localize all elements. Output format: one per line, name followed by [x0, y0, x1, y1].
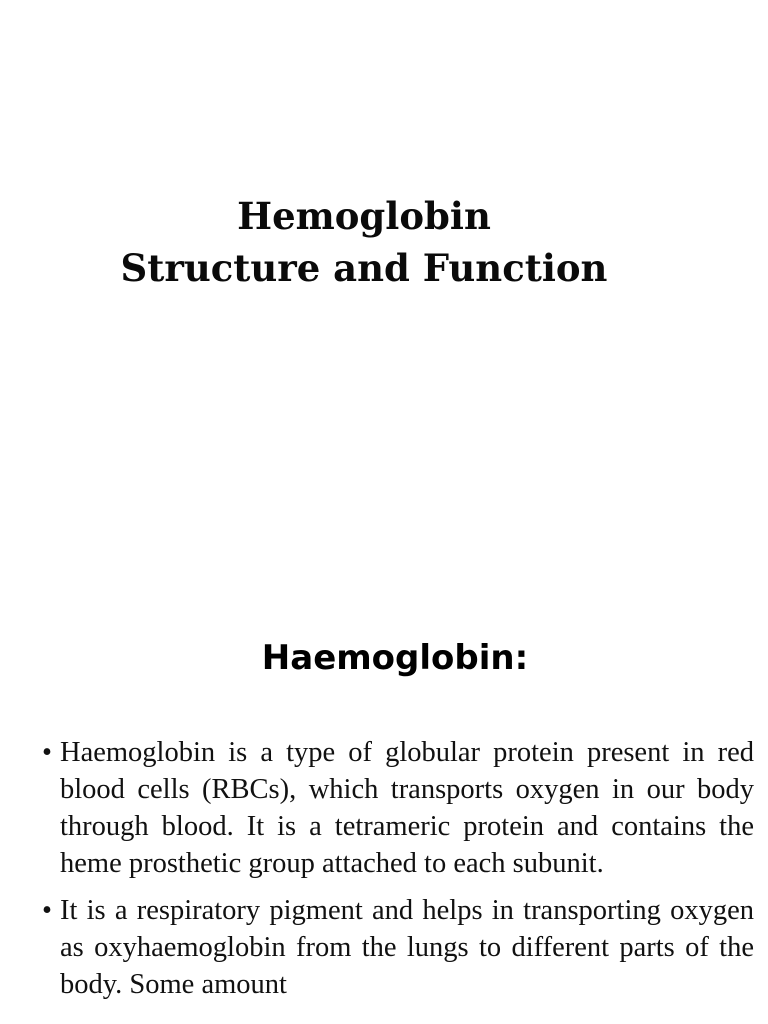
- bullet-dot-icon: •: [42, 895, 52, 926]
- content-slide: [0, 560, 768, 1024]
- bullet-text-2: It is a respiratory pigment and helps in transporting oxygen as oxyhaemoglobin from the lungs to different parts of the body. Some amount: [60, 895, 754, 1000]
- bullet-text-1: Haemoglobin is a type of globular protein present in red blood cells (RBCs), which transports oxygen in our body through blood. It is a tetrameric protein and contains the heme prosthetic group attached to each subunit.: [60, 737, 754, 879]
- bullet-item-2: [42, 892, 754, 1003]
- bullet-item-1: [42, 734, 754, 882]
- bullet-list: [42, 734, 754, 1013]
- bullet-dot-icon: •: [42, 737, 52, 768]
- section-heading: Haemoglobin:: [261, 638, 529, 678]
- title-line-2: Structure and Function: [120, 246, 608, 290]
- title-line-1: Hemoglobin: [237, 194, 491, 238]
- slide-title: [0, 190, 728, 294]
